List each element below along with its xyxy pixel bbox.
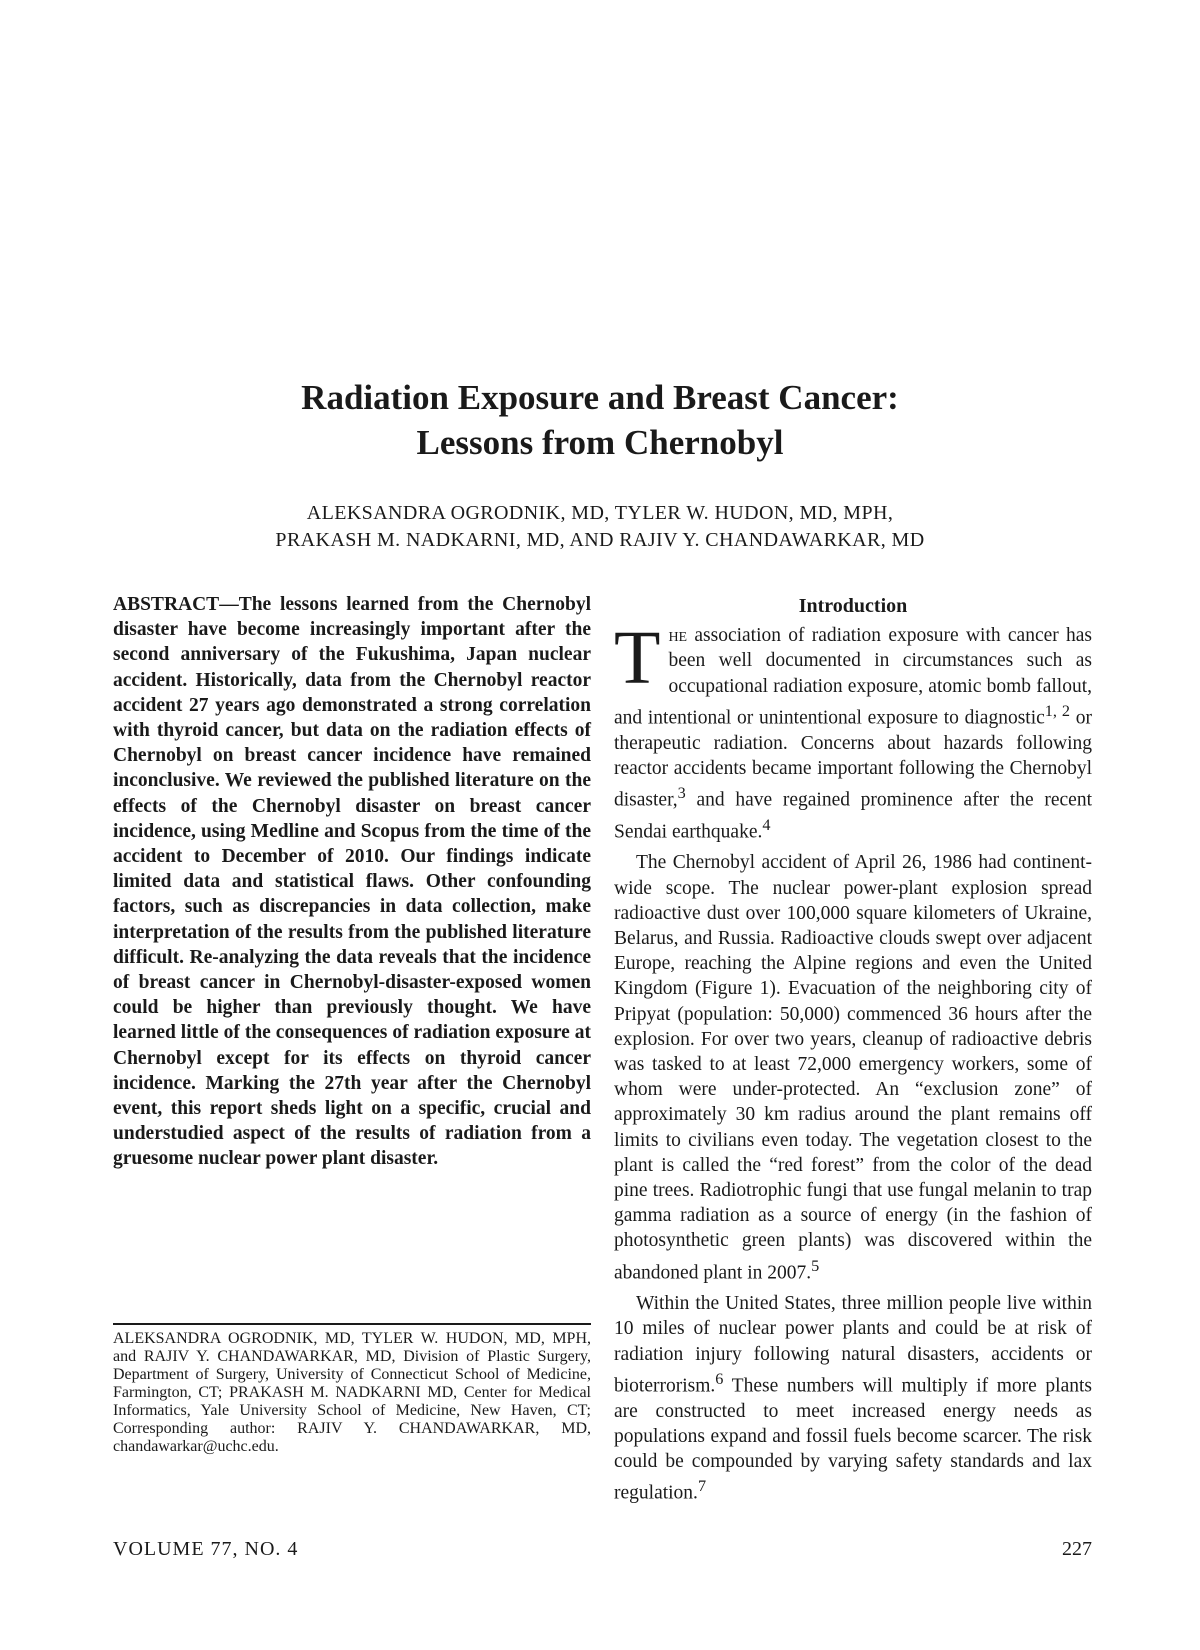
paragraph-3-text-a: Within the United States, three million people live within 10 miles of nuclear power plants and could be at risk of radiation injury following natural disasters, accidents or bioterrorism. bbox=[614, 1293, 1092, 1397]
drop-cap: T bbox=[614, 616, 661, 701]
citation-marker: 7 bbox=[697, 1477, 707, 1496]
authors-line-2: PRAKASH M. NADKARNI, MD, AND RAJIV Y. CHANDAWARKAR, MD bbox=[275, 529, 925, 551]
paragraph-1-text-c: and have regained prominence after the recent Sendai earthquake. bbox=[614, 789, 1092, 843]
abstract: ABSTRACT—The lessons learned from the Chernobyl disaster have become increasingly important after the second anniversary of the Fukushima, Japan nuclear accident. Historically, data from the Chernobyl reactor accident 27 years ago demonstrated a strong correlation with thyroid cancer, but data on the radiation effects of Chernobyl on breast cancer incidence have remained inconclusive. We reviewed the published literature on the effects of the Chernobyl disaster on breast cancer incidence, using Medline and Scopus from the time of the accident to December of 2010. Our findings indicate limited data and statistical flaws. Other confounding factors, such as discrepancies in data collection, make interpretation of the results from the published literature difficult. Re-analyzing the data reveals that the incidence of breast cancer in Chernobyl-disaster-exposed women could be higher than previously thought. We have learned little of the consequences of radiation exposure at Chernobyl except for its effects on thyroid cancer incidence. Marking the 27th year after the Chernobyl event, this report sheds light on a specific, crucial and understudied aspect of the results of radiation from a gruesome nuclear power plant disaster. bbox=[113, 594, 591, 1170]
paragraph-1 bbox=[614, 616, 1092, 844]
paragraph-1-text-a: association of radiation exposure with cancer has been well documented in circumstances such as occupational radiation exposure, atomic bomb fallout, and intentional or unintentional exposure to diagnostic bbox=[614, 625, 1092, 729]
footnote-divider bbox=[113, 1323, 591, 1325]
volume-label: VOLUME 77, NO. 4 bbox=[113, 1538, 299, 1560]
title-line-1: Radiation Exposure and Breast Cancer: bbox=[301, 378, 899, 417]
section-heading: Introduction bbox=[798, 595, 908, 617]
authors-line-1: ALEKSANDRA OGRODNIK, MD, TYLER W. HUDON, MD, MPH, bbox=[306, 502, 894, 524]
citation-marker: 3 bbox=[677, 783, 686, 802]
paragraph-2-text: The Chernobyl accident of April 26, 1986 had continent-wide scope. The nuclear power-plant explosion spread radioactive dust over 100,000 square kilometers of Ukraine, Belarus, and Russia. Radioactive clouds swept over adjacent Europe, reaching the Alpine regions and even the United Kingdom (Figure 1). Evacuation of the neighboring city of Pripyat (population: 50,000) commenced 36 hours after the explosion. For over two years, cleanup of radioactive debris was tasked to at least 72,000 emergency workers, some of whom were under-protected. An “exclusion zone” of approximately 30 km radius around the plant remains off limits to civilians even today. The vegetation closest to the plant is called the “red forest” from the color of the dead pine trees. Radiotrophic fungi that use fungal melanin to trap gamma radiation as a source of energy (in the fashion of photosynthetic green plants) was discovered within the abandoned plant in 2007. bbox=[614, 852, 1092, 1284]
citation-marker: 1, 2 bbox=[1044, 701, 1071, 720]
author-affiliations: ALEKSANDRA OGRODNIK, MD, TYLER W. HUDON, MD, MPH, and RAJIV Y. CHANDAWARKAR, MD, Division of Plastic Surgery, Department of Surgery, University of Connecticut School of Medicine, Farmington, CT; PRAKASH M. NADKARNI MD, Center for Medical Informatics, Yale University School of Medicine, New Haven, CT; Corresponding author: RAJIV Y. CHANDAWARKAR, MD, chandawarkar@uchc.edu. bbox=[113, 1330, 591, 1455]
citation-marker: 4 bbox=[762, 815, 771, 834]
paragraph-1-text-b: or therapeutic radiation. Concerns about hazards following reactor accidents became important following the Chernobyl disaster, bbox=[614, 707, 1092, 811]
citation-marker: 5 bbox=[811, 1256, 820, 1275]
page-number: 227 bbox=[1062, 1538, 1092, 1560]
paragraph-3-text-b: These numbers will multiply if more plants are constructed to meet increased energy needs as populations expand and fossil fuels become scarcer. The risk could be compounded by varying safety standards and lax regulation. bbox=[614, 1375, 1092, 1504]
paragraph-2 bbox=[614, 850, 1092, 1285]
paragraph-1-lead: he bbox=[668, 625, 688, 647]
paragraph-3 bbox=[614, 1291, 1092, 1506]
author-list bbox=[0, 500, 1200, 554]
introduction-section bbox=[614, 594, 1092, 1506]
article-title bbox=[0, 375, 1200, 465]
title-line-2: Lessons from Chernobyl bbox=[416, 423, 784, 462]
citation-marker: 6 bbox=[715, 1369, 724, 1388]
